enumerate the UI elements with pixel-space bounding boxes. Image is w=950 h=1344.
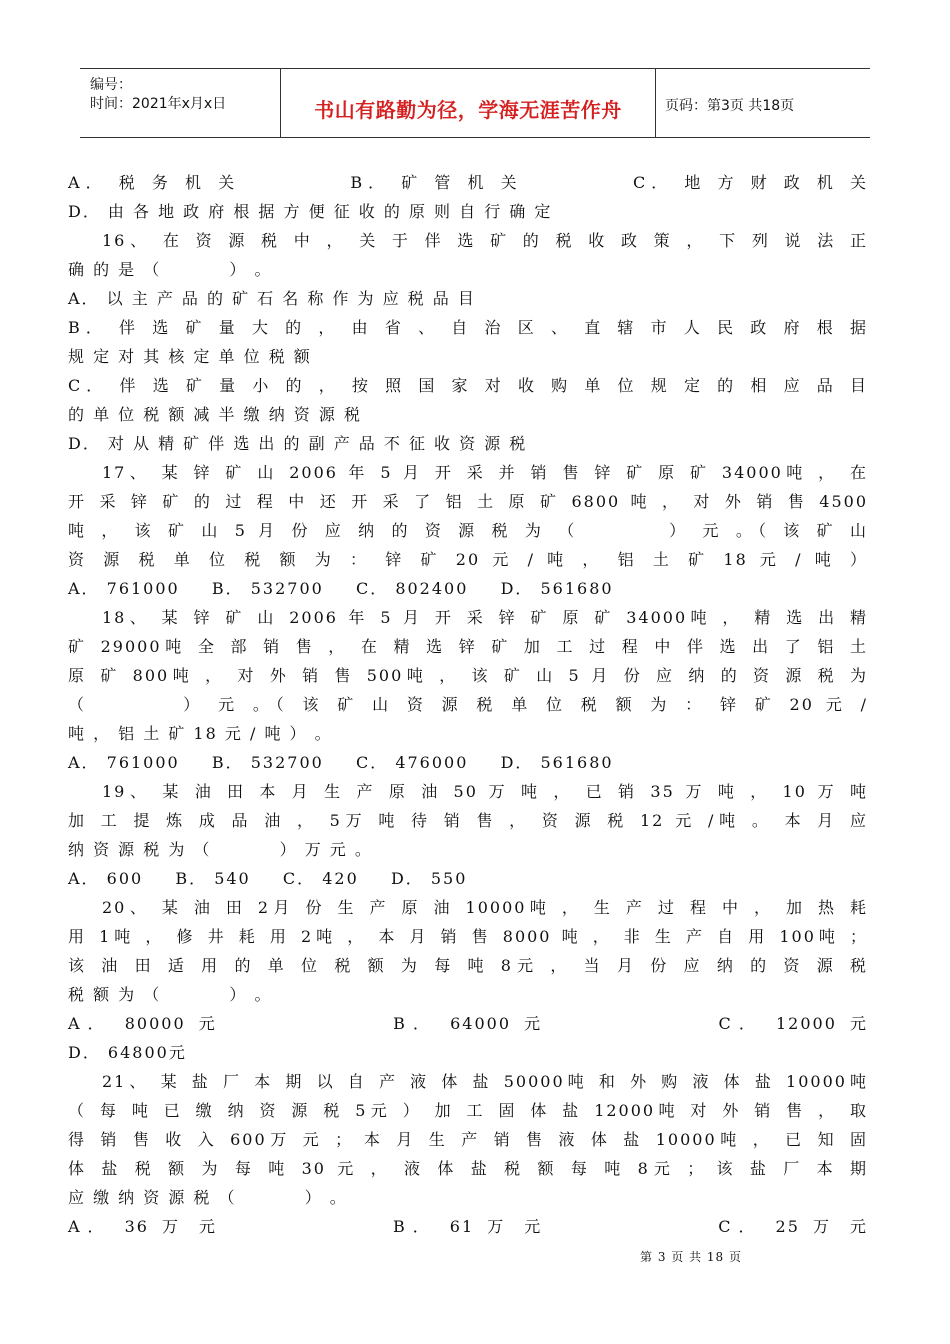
question-line: 18、 某 锌 矿 山 2006 年 5 月 开 采 锌 矿 原 矿 34000吨 ， 精 选 出 精 — [102, 608, 868, 627]
text-line: 得 销 售 收 入 600万 元 ； 本 月 生 产 销 售 液 体 盐 10000吨 ， 已 知 固 — [68, 1130, 868, 1149]
time-label: 时间：2021年x月x日 — [90, 96, 227, 112]
text-line: 体 盐 税 额 为 每 吨 30 元 ， 液 体 盐 税 额 每 吨 8元 ； 该 盐 厂 本 期 — [68, 1159, 868, 1178]
text-line: 的 单 位 税 额 减 半 缴 纳 资 源 税 — [68, 405, 362, 424]
option-line: C． 伴 选 矿 量 小 的 ， 按 照 国 家 对 收 购 单 位 规 定 的 相 应 品 目 — [68, 376, 868, 395]
text-line: 开 采 锌 矿 的 过 程 中 还 开 采 了 铝 土 原 矿 6800 吨 ， 对 外 销 售 4500 — [68, 492, 868, 511]
option-line: A． 600 B． 540 C． 420 D． 550 — [68, 869, 468, 888]
text-line: 该 油 田 适 用 的 单 位 税 额 为 每 吨 8元 ， 当 月 份 应 纳 的 资 源 税 — [68, 956, 868, 975]
document-body — [68, 168, 868, 1241]
question-line: 16、 在 资 源 税 中 ， 关 于 伴 选 矿 的 税 收 政 策 ， 下 列 说 法 正 — [102, 231, 868, 250]
question-line: 19、 某 油 田 本 月 生 产 原 油 50 万 吨 ， 已 销 35 万 吨 ， 10 万 吨 — [102, 782, 868, 801]
text-line: D． 由 各 地 政 府 根 据 方 便 征 收 的 原 则 自 行 确 定 — [68, 202, 553, 221]
text-line: （ ） 元 。（ 该 矿 山 资 源 税 单 位 税 额 为 ： 锌 矿 20 元 / — [68, 695, 868, 714]
option-line: A． 761000 B． 532700 C． 476000 D． 561680 — [68, 753, 614, 772]
page-number-label: 页码：第3页 共18页 — [665, 98, 795, 114]
text-line: 确 的 是 （ ） 。 — [68, 260, 273, 279]
text-line: 税 额 为 （ ） 。 — [68, 985, 273, 1004]
header-meta-cell — [80, 69, 280, 137]
text-line: （ 每 吨 已 缴 纳 资 源 税 5元 ） 加 工 固 体 盐 12000吨 对 外 销 售 ， 取 — [68, 1101, 868, 1120]
page-header — [80, 68, 870, 138]
text-line: 用 1吨 ， 修 井 耗 用 2吨 ， 本 月 销 售 8000 吨 ， 非 生 产 自 用 100吨 ； — [68, 927, 868, 946]
text-line: 纳 资 源 税 为 （ ） 万 元 。 — [68, 840, 373, 859]
question-line: 20、 某 油 田 2月 份 生 产 原 油 10000吨 ， 生 产 过 程 中 ， 加 热 耗 — [102, 898, 868, 917]
option-line: A． 761000 B． 532700 C． 802400 D． 561680 — [68, 579, 614, 598]
text-line: 原 矿 800吨 ， 对 外 销 售 500吨 ， 该 矿 山 5 月 份 应 纳 的 资 源 税 为 — [68, 666, 868, 685]
header-page-cell — [655, 69, 870, 137]
page-footer: 第 3 页 共 18 页 — [640, 1250, 742, 1264]
text-line: 规 定 对 其 核 定 单 位 税 额 — [68, 347, 312, 366]
text-line: 吨 ， 该 矿 山 5 月 份 应 纳 的 资 源 税 为 （ ） 元 。（ 该 矿 山 — [68, 521, 868, 540]
text-line: 矿 29000吨 全 部 销 售 ， 在 精 选 锌 矿 加 工 过 程 中 伴 选 出 了 铝 土 — [68, 637, 868, 656]
text-line: A． 税 务 机 关 B． 矿 管 机 关 C． 地 方 财 政 机 关 — [68, 173, 868, 192]
option-line: A． 36 万 元 B． 61 万 元 C． 25 万 元 — [68, 1217, 868, 1236]
serial-label: 编号： — [90, 77, 132, 93]
text-line: 吨 ， 铝 土 矿 18 元 / 吨 ） 。 — [68, 724, 333, 743]
question-line: 21、 某 盐 厂 本 期 以 自 产 液 体 盐 50000吨 和 外 购 液 体 盐 10000吨 — [102, 1072, 868, 1091]
motto-text: 书山有路勤为径，学海无涯苦作舟 — [314, 98, 622, 122]
option-line: D． 对 从 精 矿 伴 选 出 的 副 产 品 不 征 收 资 源 税 — [68, 434, 528, 453]
header-motto-cell — [280, 69, 656, 137]
text-line: 应 缴 纳 资 源 税 （ ） 。 — [68, 1188, 348, 1207]
question-line: 17、 某 锌 矿 山 2006 年 5 月 开 采 并 销 售 锌 矿 原 矿 34000吨 ， 在 — [102, 463, 868, 482]
text-line: 加 工 提 炼 成 品 油 ， 5万 吨 待 销 售 ， 资 源 税 12 元 /吨 。 本 月 应 — [68, 811, 868, 830]
option-line: B． 伴 选 矿 量 大 的 ， 由 省 、 自 治 区 、 直 辖 市 人 民 政 府 根 据 — [68, 318, 868, 337]
option-line: D． 64800元 — [68, 1043, 187, 1062]
option-line: A． 80000 元 B． 64000 元 C． 12000 元 — [68, 1014, 868, 1033]
text-line: 资 源 税 单 位 税 额 为 ： 锌 矿 20 元 / 吨 ， 铝 土 矿 18 元 / 吨 ） — [68, 550, 868, 569]
option-line: A． 以 主 产 品 的 矿 石 名 称 作 为 应 税 品 目 — [68, 289, 476, 308]
